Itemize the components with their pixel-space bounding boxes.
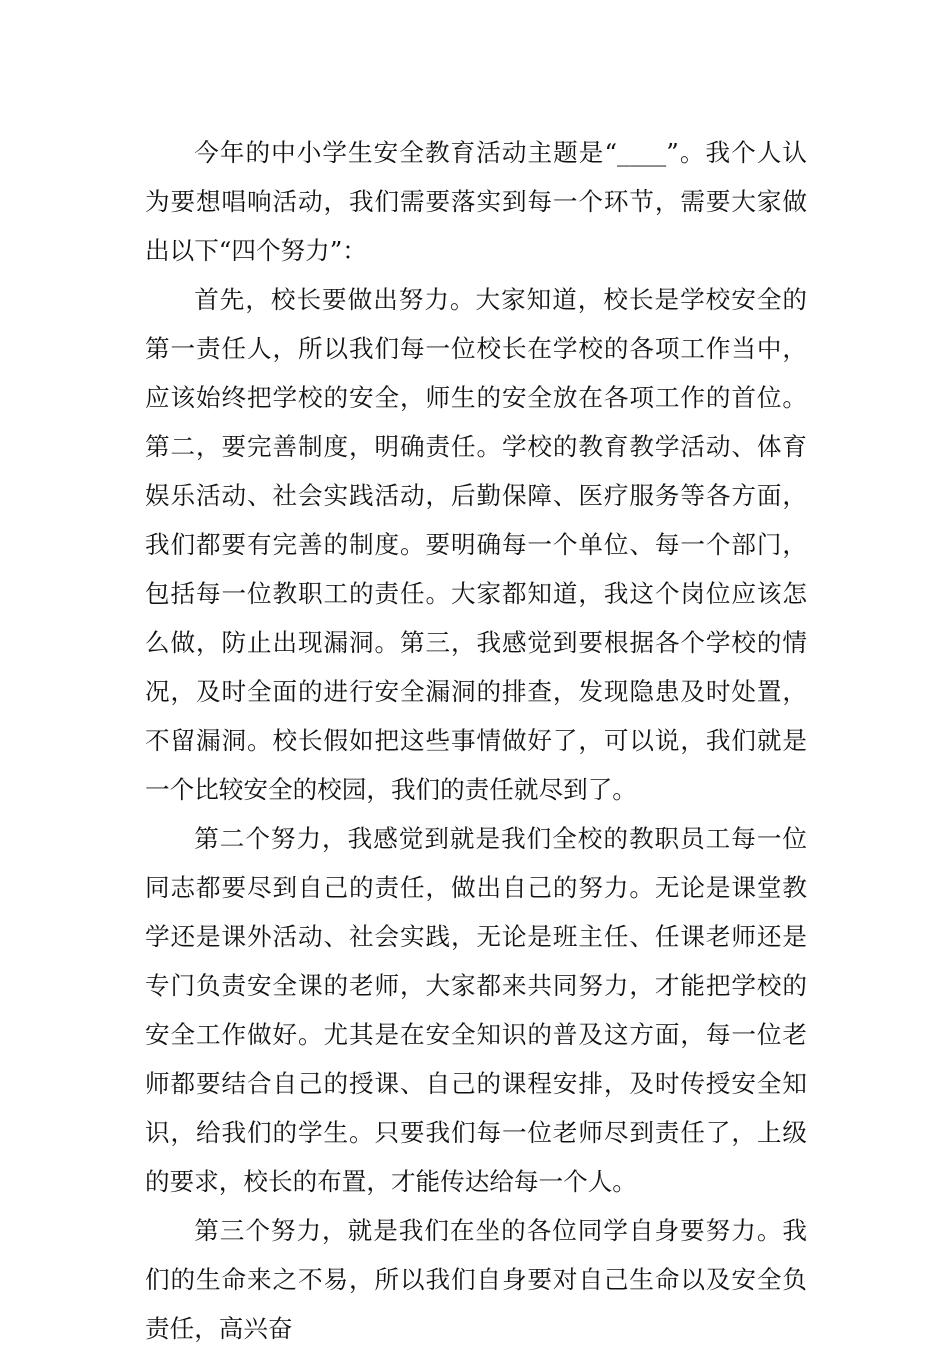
paragraph-intro: 今年的中小学生安全教育活动主题是“____”。我个人认为要想唱响活动，我们需要落实到每一个环节，需要大家做出以下“四个努力”： (145, 138, 807, 265)
document-body (145, 128, 807, 1353)
paragraph-staff-effort: 第二个努力，我感觉到就是我们全校的教职员工每一位同志都要尽到自己的责任，做出自己的努力。无论是课堂教学还是课外活动、社会实践，无论是班主任、任课老师还是专门负责安全课的老师，大家都来共同努力，才能把学校的安全工作做好。尤其是在安全知识的普及这方面，每一位老师都要结合自己的授课、自己的课程安排，及时传授安全知识，给我们的学生。只要我们每一位老师尽到责任了，上级的要求，校长的布置，才能传达给每一个人。 (145, 824, 807, 1196)
paragraph-student-effort: 第三个努力，就是我们在坐的各位同学自身要努力。我们的生命来之不易，所以我们自身要对自己生命以及安全负责任，高兴奋 (145, 1216, 807, 1343)
paragraph-principal-effort: 首先，校长要做出努力。大家知道，校长是学校安全的第一责任人，所以我们每一位校长在学校的各项工作当中，应该始终把学校的安全，师生的安全放在各项工作的首位。第二，要完善制度，明确责任。学校的教育教学活动、体育娱乐活动、社会实践活动，后勤保障、医疗服务等各方面，我们都要有完善的制度。要明确每一个单位、每一个部门，包括每一位教职工的责任。大家都知道，我这个岗位应该怎么做，防止出现漏洞。第三，我感觉到要根据各个学校的情况，及时全面的进行安全漏洞的排查，发现隐患及时处置，不留漏洞。校长假如把这些事情做好了，可以说，我们就是一个比较安全的校园，我们的责任就尽到了。 (145, 285, 807, 804)
